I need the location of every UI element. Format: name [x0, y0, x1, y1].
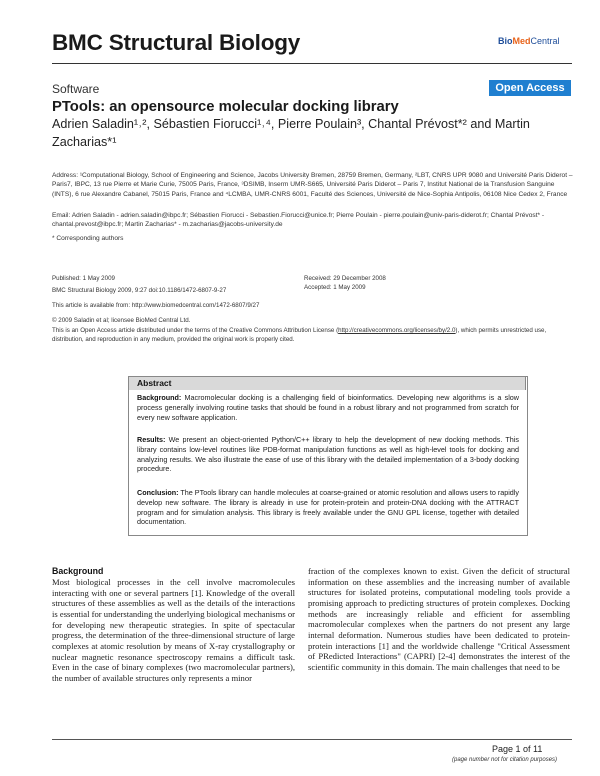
open-access-badge: Open Access [489, 80, 571, 96]
abstract-header-bar [128, 376, 526, 390]
license-text-post: ), which permits unrestricted use, distribution, and reproduction in any medium, provided the original work is properly cited. [52, 327, 547, 344]
copyright-line: © 2009 Saladin et al; licensee BioMed Central Ltd. [52, 317, 191, 324]
abstract-results [137, 435, 519, 474]
journal-title: BMC Structural Biology [52, 30, 301, 55]
header-rule [52, 63, 572, 64]
page-number-note: (page number not for citation purposes) [452, 757, 558, 763]
abstract-conclusion [137, 488, 519, 527]
body-column-left: Most biological processes in the cell involve macromolecules interacting with one or several partners [1]. Knowledge of the overall structures of these assemblies as well as the details of the interactions is essential for understanding the underlying biological mechanisms or for developing new therapeutic strategies. In spite of spectacular progress, the determination of the three-dimensional structure of large complexes at atomic resolution by means of X-ray crystallography or nuclear magnetic resonance spectroscopy remains a difficult task. Even in the case of binary complexes (two macromolecular partners), the number of available structures only represents a minor [52, 577, 295, 683]
biomed-central-logo[interactable] [498, 36, 560, 46]
corresponding-note: * Corresponding authors [52, 235, 124, 242]
page-number: Page 1 of 11 [492, 744, 543, 754]
abstract-background [137, 393, 519, 422]
accepted-date: Accepted: 1 May 2009 [304, 284, 366, 291]
abstract-background-text: Macromolecular docking is a challenging field of bioinformatics. Developing new algorithms is a slow process generally involving routine tasks that should be found in a robust library and not programmed from scratch for every new software application. [137, 393, 519, 422]
abstract-conclusion-text: The PTools library can handle molecules at coarse-grained or atomic resolution and allows users to rapidly develop new software. The library is already in use for protein-protein and protein-DNA docking with the ATTRACT program and for simulation analysis. This library is freely available under the GNU GPL license, together with detailed documentation. [137, 488, 519, 527]
published-date: Published: 1 May 2009 [52, 275, 115, 282]
abstract-conclusion-label: Conclusion: [137, 488, 179, 497]
abstract-background-label: Background: [137, 393, 182, 402]
logo-bio: Bio [498, 36, 513, 46]
footer-rule [52, 739, 572, 740]
abstract-heading: Abstract [137, 378, 172, 388]
author-list: Adrien Saladin¹˒², Sébastien Fiorucci¹˒⁴, Pierre Poulain³, Chantal Prévost*² and Martin Zacharias*¹ [52, 117, 530, 149]
article-url[interactable]: This article is available from: http://www.biomedcentral.com/1472-6807/9/27 [52, 302, 260, 309]
license-statement [52, 326, 572, 344]
author-affiliations: Address: ¹Computational Biology, School of Engineering and Science, Jacobs University Bremen, 28759 Bremen, Germany, ²LBT, CNRS UPR 9080 and Université Paris Diderot – Paris7, IBPC, 13 rue Pierre et Marie Curie, 75005 Paris, France, ³DSIMB, Inserm UMR-S665, Université Paris Diderot – Paris 7, Institut National de la Transfusion Sanguine (INTS), 6 rue Alexandre Cabanel, 75015 Paris, France and ⁴LCMBA, UMR-CNRS 6001, Faculté des Sciences, Université de Nice-Sophia Antipolis, 06108 Nice Cedex 2, France [52, 172, 573, 198]
abstract-results-label: Results: [137, 435, 166, 444]
logo-med: Med [512, 36, 531, 46]
abstract-results-text: We present an object-oriented Python/C++ library to help the development of new docking methods. This library contains low-level routines like PDB-format manipulation functions as well as high-level tools for docking and analyzing results. We also illustrate the ease of use of this library with the detailed implementation of a 3-body docking procedure. [137, 435, 519, 474]
author-emails: Email: Adrien Saladin - adrien.saladin@ibpc.fr; Sébastien Fiorucci - Sebastien.Fiorucci@unice.fr; Pierre Poulain - pierre.poulain@univ-paris-diderot.fr; Chantal Prévost* - chantal.prevost@ibpc.fr; Martin Zacharias* - m.zacharias@jacobs-university.de [52, 212, 545, 229]
background-heading: Background [52, 566, 104, 576]
article-type: Software [52, 82, 100, 96]
body-column-right: fraction of the complexes known to exist. Given the deficit of structural information on these assemblies and the increasing number of available structures for isolated proteins, computational modeling tools provide a promising approach to predicting structures of protein complexes. Docking methods are increasingly reliable and efficient for assembling macromolecular complexes when the partners do not present any large internal deformation. Numerous studies have been dedicated to protein-protein interactions [1] and the worldwide challenge "Critical Assessment of PRedicted Interactions" (CAPRI) [2-4] demonstrates the interest of the scientific community in this domain. The main challenges that need to be [308, 566, 570, 672]
citation-line: BMC Structural Biology 2009, 9:27 doi:10.1186/1472-6807-9-27 [52, 287, 227, 294]
license-text-pre: This is an Open Access article distributed under the terms of the Creative Commons Attribution License ( [52, 327, 339, 334]
logo-central: Central [530, 36, 560, 46]
license-link[interactable]: http://creativecommons.org/licenses/by/2.0 [338, 327, 456, 334]
received-date: Received: 29 December 2008 [304, 275, 386, 282]
article-title: PTools: an opensource molecular docking library [52, 99, 399, 115]
